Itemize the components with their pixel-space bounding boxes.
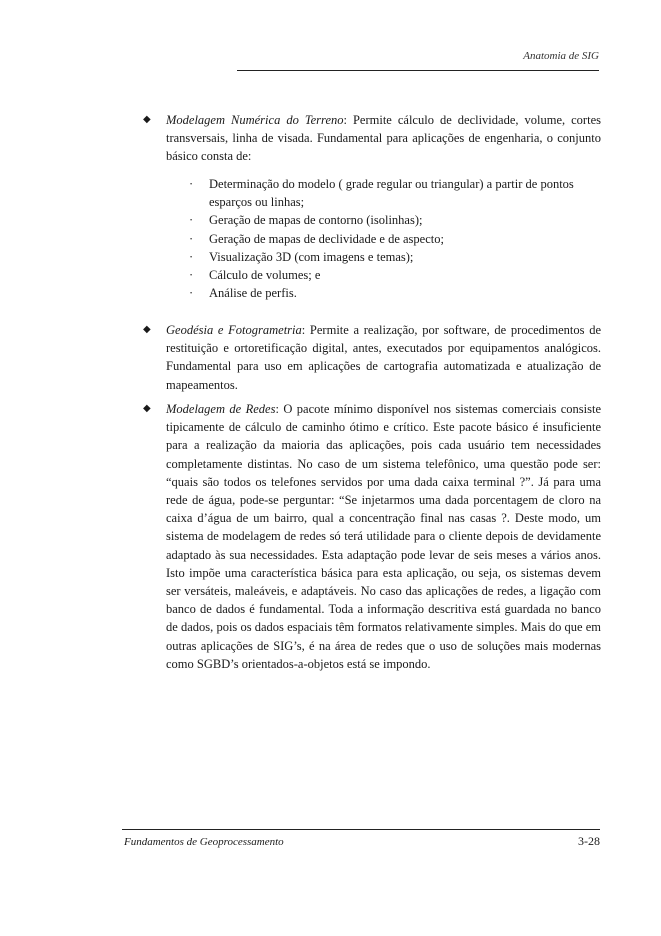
sublist-text: Visualização 3D (com imagens e temas); [209,249,414,264]
bullet-icon: ◆ [143,324,151,335]
dash-icon: · [189,268,194,283]
dash-icon: · [189,249,194,264]
footer-rule [122,829,600,830]
item-paragraph [145,321,601,394]
sublist-item [189,175,601,211]
item-text: : Permite a realização, por software, de procedimentos de restituição e ortoretificação digital, antes, executados por equipamentos analógicos. Fundamental para uso em aplicações de cartografia automatizada e atualização de mapeamentos. [166,323,601,392]
sublist-text: Geração de mapas de contorno (isolinhas); [209,213,423,228]
sublist-item [189,284,601,302]
sublist-item [189,248,601,266]
item-text: : O pacote mínimo disponível nos sistemas comerciais consiste tipicamente de cálculo de caminho ótimo e crítico. Este pacote básico é insuficiente para a realização da maioria das aplicações, pois cada usuário tem necessidades completamente distintas. No caso de um sistema telefônico, uma questão pode ser: “quais são todos os telefones servidos por uma dada caixa terminal ?”. Já para uma rede de água, pode-se perguntar: “Se injetarmos uma dada porcentagem de cloro na caixa d’água de um bairro, qual a concentração final nas casas ?. Deste modo, um sistema de modelagem de redes só terá utilidade para o cliente depois de devidamente adaptado às sua necessidades. Esta adaptação pode levar de seis meses a vários anos. Isto impõe uma característica básica para esta aplicação, ou seja, os sistemas devem ser versáteis, maleáveis, e adaptáveis. No caso das aplicações de redes, a ligação com banco de dados é fundamental. Toda a informação descritiva está guardada no banco de dados, pois os dados espaciais têm formatos relativamente simples. Mais do que em outras aplicações de SIG’s, é na área de redes que o uso de soluções mais modernas como SGBD’s orientados-a-objetos está se impondo. [166,402,601,671]
running-header: Anatomia de SIG [523,50,599,62]
dash-icon: · [189,286,194,301]
item-paragraph [145,111,601,166]
dash-icon: · [189,177,194,191]
item-lead: Geodésia e Fotogrametria [166,323,302,337]
sublist-item [189,266,601,284]
dash-icon: · [189,231,194,246]
footer-title: Fundamentos de Geoprocessamento [124,836,284,848]
item-text: : Permite cálculo de declividade, volume, cortes transversais, linha de visada. Fundamental para aplicações de engenharia, o conjunto básico consta de: [166,113,601,164]
sublist-item [189,211,601,229]
bullet-item-networks [145,400,601,673]
bullet-item-geodesy [145,321,601,394]
bullet-item-terrain [145,111,601,166]
sublist-text: Determinação do modelo ( grade regular ou triangular) a partir de pontos esparços ou linhas; [209,177,574,210]
sublist-item [189,230,601,248]
item-lead: Modelagem de Redes [166,402,276,416]
sublist-text: Geração de mapas de declividade e de aspecto; [209,231,444,246]
item-lead: Modelagem Numérica do Terreno [166,113,344,127]
bullet-icon: ◆ [143,403,151,414]
dash-icon: · [189,213,194,228]
sublist-text: Análise de perfis. [209,286,297,301]
bullet-icon: ◆ [143,114,151,125]
page-number: 3-28 [578,834,600,848]
sublist-text: Cálculo de volumes; e [209,268,321,283]
terrain-sublist [189,175,601,302]
header-rule [237,70,599,71]
item-paragraph [145,400,601,673]
